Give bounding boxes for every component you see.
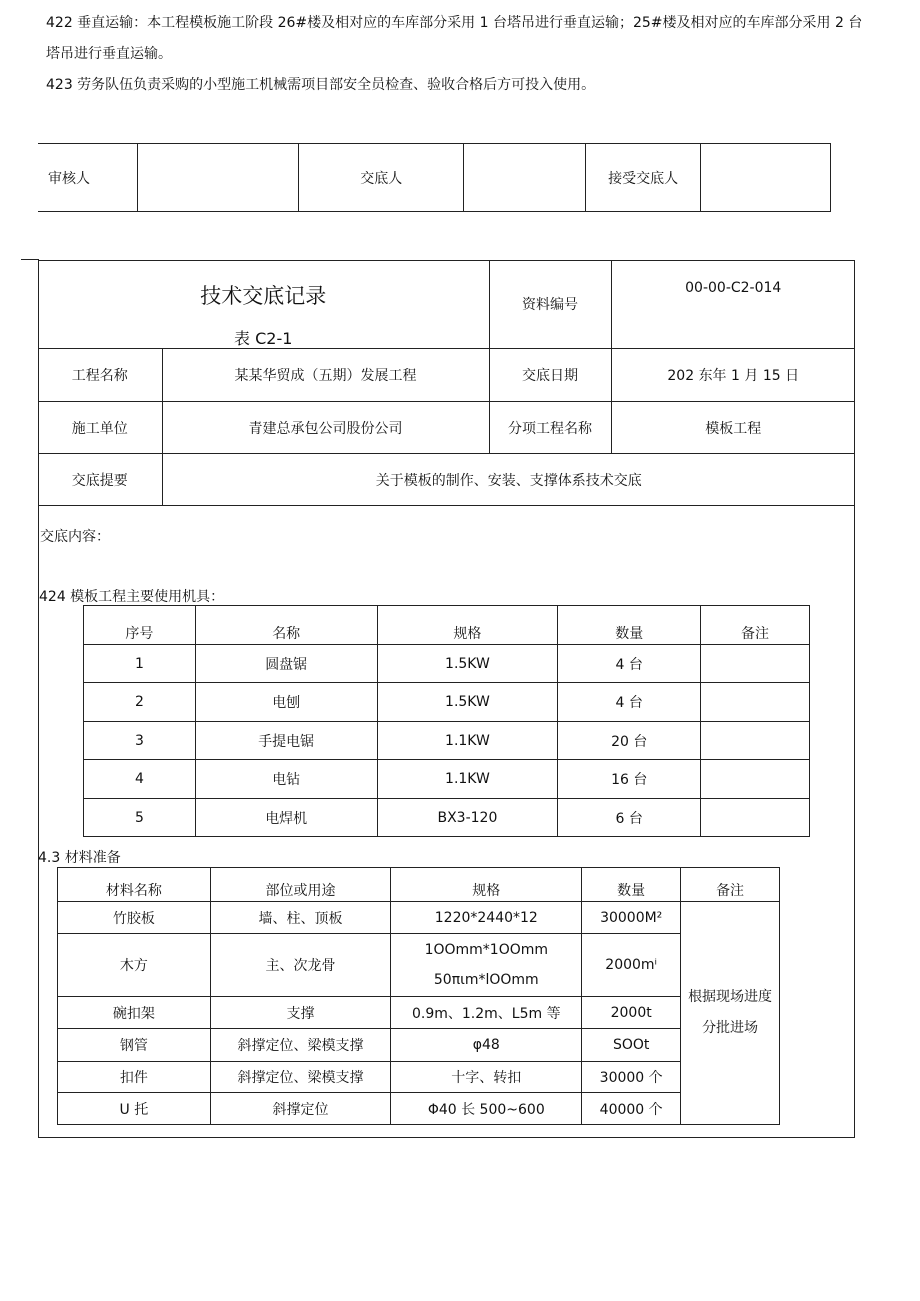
cell-spec: 十字、转扣 bbox=[391, 1062, 582, 1093]
presenter-label: 交底人 bbox=[299, 144, 464, 212]
form-number: 表 C2-1 bbox=[234, 329, 293, 348]
cell-qty: 30000 个 bbox=[582, 1062, 681, 1093]
machines-heading: 424 模板工程主要使用机具： bbox=[39, 589, 225, 605]
table-row bbox=[84, 645, 810, 683]
cell-use: 主、次龙骨 bbox=[210, 934, 391, 997]
summary-label: 交底提要 bbox=[38, 454, 162, 506]
cell-remark bbox=[701, 645, 810, 683]
table-row bbox=[84, 799, 810, 837]
header-cell: 备注 bbox=[681, 868, 780, 902]
signature-table bbox=[38, 143, 831, 212]
presenter-value[interactable] bbox=[464, 144, 586, 212]
cell-remark bbox=[701, 722, 810, 760]
record-header-table bbox=[38, 260, 855, 506]
cell-name: 扣件 bbox=[58, 1062, 211, 1093]
machines-header-row bbox=[84, 606, 810, 645]
table-row bbox=[58, 1093, 780, 1125]
header-cell: 部位或用途 bbox=[210, 868, 391, 902]
spec-line-1: 1OOmm*1OOmm bbox=[424, 942, 549, 958]
cell-remark bbox=[701, 760, 810, 799]
cell-qty: 4 台 bbox=[558, 683, 701, 722]
cell-spec: 1.5KW bbox=[377, 683, 558, 722]
doc-no-value: 00-00-C2-014 bbox=[611, 260, 855, 349]
paragraph-machinery-inspection: 423 劳务队伍负责采购的小型施工机械需项目部安全员检查、验收合格后方可投入使用。 bbox=[46, 77, 596, 93]
subitem-value: 模板工程 bbox=[611, 402, 855, 454]
cell-qty: 20 台 bbox=[558, 722, 701, 760]
table-row bbox=[58, 997, 780, 1029]
subitem-label: 分项工程名称 bbox=[489, 402, 611, 454]
header-cell: 数量 bbox=[582, 868, 681, 902]
cell-no: 5 bbox=[84, 799, 196, 837]
receiver-value[interactable] bbox=[701, 144, 831, 212]
cell-name: 圆盘锯 bbox=[195, 645, 377, 683]
cell-no: 1 bbox=[84, 645, 196, 683]
header-cell: 规格 bbox=[377, 606, 558, 645]
receiver-label: 接受交底人 bbox=[586, 144, 701, 212]
machines-table bbox=[83, 605, 810, 837]
cell-qty: 16 台 bbox=[558, 760, 701, 799]
company-label: 施工单位 bbox=[38, 402, 162, 454]
date-value: 202 东年 1 月 15 日 bbox=[611, 349, 855, 402]
cell-use: 墙、柱、顶板 bbox=[210, 902, 391, 934]
cell-use: 斜撑定位 bbox=[210, 1093, 391, 1125]
materials-header-row bbox=[58, 868, 780, 902]
reviewer-label: 审核人 bbox=[38, 144, 138, 212]
cell-qty: 40000 个 bbox=[582, 1093, 681, 1125]
company-value: 青建总承包公司股份公司 bbox=[162, 402, 489, 454]
cell-spec bbox=[391, 934, 582, 997]
table-row bbox=[84, 722, 810, 760]
cell-no: 3 bbox=[84, 722, 196, 760]
cell-name: 手提电锯 bbox=[195, 722, 377, 760]
record-title-cell bbox=[38, 260, 489, 349]
header-cell: 备注 bbox=[701, 606, 810, 645]
project-label: 工程名称 bbox=[38, 349, 162, 402]
header-cell: 数量 bbox=[558, 606, 701, 645]
cell-spec: 1.1KW bbox=[377, 722, 558, 760]
materials-table bbox=[57, 867, 780, 1125]
cell-remark bbox=[701, 799, 810, 837]
cell-spec: 1220*2440*12 bbox=[391, 902, 582, 934]
cell-qty: 4 台 bbox=[558, 645, 701, 683]
table-row bbox=[58, 902, 780, 934]
table-row bbox=[84, 760, 810, 799]
cell-spec: φ48 bbox=[391, 1029, 582, 1062]
table-row bbox=[58, 1062, 780, 1093]
remark-cell: 根据现场进度分批进场 bbox=[681, 902, 780, 1125]
table-row bbox=[58, 1029, 780, 1062]
cell-use: 斜撑定位、梁模支撑 bbox=[210, 1029, 391, 1062]
cell-qty: SOOt bbox=[582, 1029, 681, 1062]
cell-spec: 1.1KW bbox=[377, 760, 558, 799]
header-cell: 材料名称 bbox=[58, 868, 211, 902]
cell-spec: Φ40 长 500~600 bbox=[391, 1093, 582, 1125]
spec-line-2: 50πιm*lOOmm bbox=[433, 972, 539, 988]
table-row bbox=[58, 934, 780, 997]
content-label: 交底内容： bbox=[40, 529, 110, 545]
cell-remark bbox=[701, 683, 810, 722]
cell-name: 木方 bbox=[58, 934, 211, 997]
cell-no: 4 bbox=[84, 760, 196, 799]
cell-name: U 托 bbox=[58, 1093, 211, 1125]
header-cell: 序号 bbox=[84, 606, 196, 645]
project-value: 某某华贸成（五期）发展工程 bbox=[162, 349, 489, 402]
frame-top-stub bbox=[21, 259, 39, 260]
cell-no: 2 bbox=[84, 683, 196, 722]
doc-no-label: 资料编号 bbox=[489, 260, 611, 349]
cell-spec: BX3-120 bbox=[377, 799, 558, 837]
cell-use: 斜撑定位、梁模支撑 bbox=[210, 1062, 391, 1093]
cell-name: 碗扣架 bbox=[58, 997, 211, 1029]
reviewer-value[interactable] bbox=[138, 144, 299, 212]
header-cell: 名称 bbox=[195, 606, 377, 645]
cell-spec: 0.9m、1.2m、L5m 等 bbox=[391, 997, 582, 1029]
cell-name: 钢管 bbox=[58, 1029, 211, 1062]
cell-qty: 2000t bbox=[582, 997, 681, 1029]
cell-name: 竹胶板 bbox=[58, 902, 211, 934]
cell-qty: 30000M² bbox=[582, 902, 681, 934]
summary-value: 关于模板的制作、安装、支撑体系技术交底 bbox=[162, 454, 855, 506]
cell-name: 电焊机 bbox=[195, 799, 377, 837]
materials-heading: 4.3 材料准备 bbox=[38, 850, 121, 866]
cell-name: 电钻 bbox=[195, 760, 377, 799]
paragraph-vertical-transport: 422 垂直运输：本工程模板施工阶段 26#楼及相对应的车库部分采用 1 台塔吊进行垂直运输；25#楼及相对应的车库部分采用 2 台塔吊进行垂直运输。 bbox=[46, 15, 863, 62]
cell-name: 电刨 bbox=[195, 683, 377, 722]
cell-qty: 2000mⁱ bbox=[582, 934, 681, 997]
record-title: 技术交底记录 bbox=[200, 284, 327, 308]
cell-spec: 1.5KW bbox=[377, 645, 558, 683]
header-cell: 规格 bbox=[391, 868, 582, 902]
table-row bbox=[84, 683, 810, 722]
cell-use: 支撑 bbox=[210, 997, 391, 1029]
date-label: 交底日期 bbox=[489, 349, 611, 402]
cell-qty: 6 台 bbox=[558, 799, 701, 837]
